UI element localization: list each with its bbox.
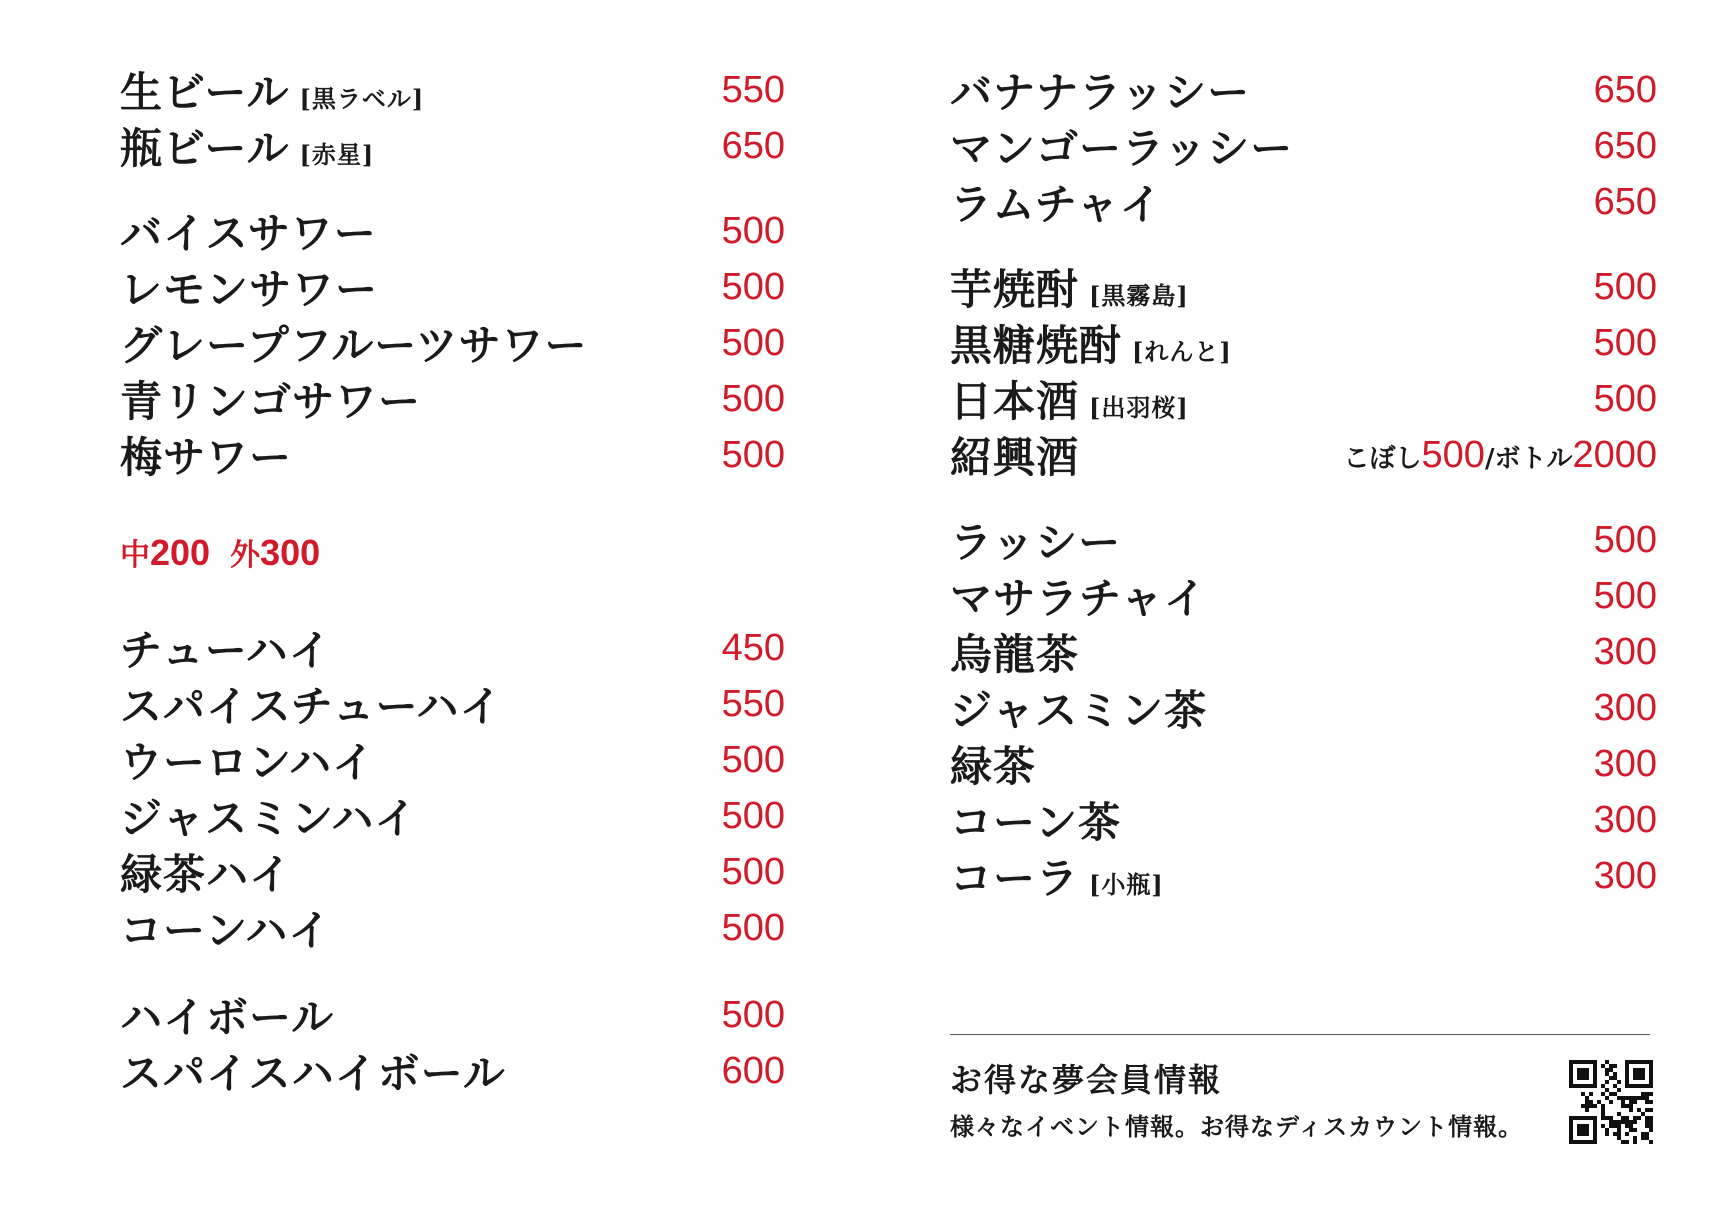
menu-item <box>950 315 1657 371</box>
menu-item <box>120 620 785 676</box>
member-info-title: お得な夢会員情報 <box>950 1061 1223 1099</box>
item-name: 瓶ビール [赤星] <box>120 124 375 173</box>
item-price: 500 <box>721 209 785 252</box>
item-price: 500 <box>721 433 785 476</box>
divider <box>950 1034 1650 1035</box>
item-price: 500 <box>1593 321 1657 364</box>
item-price: 500 <box>1593 377 1657 420</box>
item-price: 300 <box>1593 798 1657 841</box>
menu-item <box>120 676 785 732</box>
menu-item <box>120 844 785 900</box>
soto-price: 300 <box>260 532 321 573</box>
item-price: 500 <box>721 850 785 893</box>
menu-item <box>120 315 785 371</box>
item-name: ハイボール <box>120 993 335 1042</box>
item-name: コーラ [小瓶] <box>950 854 1164 903</box>
menu-item <box>120 788 785 844</box>
item-price: 300 <box>1593 630 1657 673</box>
item-price: 300 <box>1593 686 1657 729</box>
item-name: ラムチャイ <box>950 180 1163 229</box>
menu-item <box>950 174 1657 230</box>
menu-item <box>120 427 785 483</box>
item-price: 500 <box>721 377 785 420</box>
item-price: 550 <box>721 68 785 111</box>
item-price: 650 <box>721 124 785 167</box>
item-price: 650 <box>1593 180 1657 223</box>
item-price: 500 <box>721 738 785 781</box>
menu-item-shaoxing <box>950 427 1657 483</box>
bottle-label: ボトル <box>1494 443 1573 474</box>
item-name: レモンサワー <box>120 265 379 314</box>
item-price: 450 <box>721 626 785 669</box>
item-name: ラッシー <box>950 518 1122 567</box>
menu-item <box>120 371 785 427</box>
menu-item <box>120 732 785 788</box>
menu-item <box>120 900 785 956</box>
item-name: バナナラッシー <box>950 68 1251 117</box>
bottle-price: 2000 <box>1572 433 1657 476</box>
glass-price: 500 <box>1421 433 1485 476</box>
item-name: グレープフルーツサワー <box>120 321 588 370</box>
item-name: 青リンゴサワー <box>120 377 422 426</box>
menu-item <box>950 848 1657 904</box>
item-price: 600 <box>721 1049 785 1092</box>
item-price: 650 <box>1593 124 1657 167</box>
item-price: 500 <box>1593 574 1657 617</box>
menu-item <box>120 1043 785 1099</box>
item-note: [赤星] <box>299 140 375 169</box>
naka-price: 200 <box>150 532 211 573</box>
item-price: 500 <box>721 906 785 949</box>
item-name: 梅サワー <box>120 433 293 482</box>
glass-label: こぼし <box>1343 443 1422 474</box>
item-name: 緑茶ハイ <box>120 850 293 899</box>
refill-prices <box>120 530 320 574</box>
menu-item <box>950 512 1657 568</box>
menu-item <box>950 680 1657 736</box>
item-name: 烏龍茶 <box>950 630 1080 679</box>
item-note: [黒霧島] <box>1089 281 1189 310</box>
menu-item <box>950 118 1657 174</box>
item-name: ウーロンハイ <box>120 738 376 787</box>
menu-item <box>120 203 785 259</box>
item-note: [黒ラベル] <box>299 84 425 113</box>
menu-item <box>950 568 1657 624</box>
menu-item <box>950 624 1657 680</box>
item-name: ジャスミン茶 <box>950 686 1208 735</box>
item-name: バイスサワー <box>120 209 377 258</box>
item-name: 生ビール [黒ラベル] <box>120 68 425 117</box>
item-name: 紹興酒 <box>950 433 1080 482</box>
item-name: 芋焼酎 [黒霧島] <box>950 265 1189 314</box>
menu-item <box>120 118 785 174</box>
item-price: 500 <box>1593 265 1657 308</box>
menu-item <box>950 736 1657 792</box>
item-name: 日本酒 [出羽桜] <box>950 377 1189 426</box>
item-price: 550 <box>721 682 785 725</box>
item-note: [出羽桜] <box>1089 393 1189 422</box>
item-name: コーンハイ <box>120 906 332 955</box>
naka-label: 中 <box>120 538 150 573</box>
item-name: マンゴーラッシー <box>950 124 1294 173</box>
menu-item <box>950 792 1657 848</box>
menu-item <box>950 371 1657 427</box>
soto-label: 外 <box>230 538 261 573</box>
menu-item <box>950 259 1657 315</box>
item-name: マサラチャイ <box>950 574 1207 623</box>
price-separator: / <box>1484 443 1495 474</box>
item-price: 500 <box>721 321 785 364</box>
item-note: [れんと] <box>1132 337 1232 366</box>
menu-item <box>120 259 785 315</box>
item-name: スパイスハイボール <box>120 1049 506 1098</box>
item-name: ジャスミンハイ <box>120 794 418 843</box>
item-name: チューハイ <box>120 626 332 675</box>
item-price: 650 <box>1593 68 1657 111</box>
menu-item <box>120 987 785 1043</box>
item-name: 黒糖焼酎 [れんと] <box>950 321 1232 370</box>
shaoxing-prices <box>1344 434 1657 477</box>
item-price: 500 <box>721 993 785 1036</box>
member-info-description: 様々なイベント情報。お得なディスカウント情報。 <box>950 1112 1524 1141</box>
menu-item <box>120 62 785 118</box>
menu-item <box>950 62 1657 118</box>
item-note: [小瓶] <box>1089 870 1164 899</box>
item-price: 500 <box>721 265 785 308</box>
item-price: 500 <box>1593 518 1657 561</box>
qr-code-icon[interactable] <box>1569 1060 1653 1144</box>
item-name: 緑茶 <box>950 742 1037 791</box>
item-price: 500 <box>721 794 785 837</box>
item-price: 300 <box>1593 854 1657 897</box>
item-name: コーン茶 <box>950 798 1122 847</box>
item-price: 300 <box>1593 742 1657 785</box>
item-name: スパイスチューハイ <box>120 682 503 731</box>
